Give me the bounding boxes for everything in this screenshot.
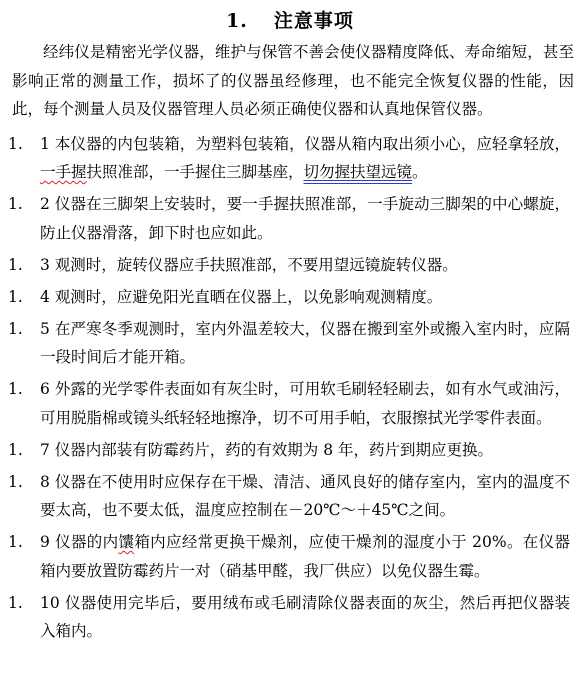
list-item-text: 4 观测时，应避免阳光直晒在仪器上，以免影响观测精度。 [40,287,443,306]
list-marker: 1. [8,287,23,306]
list-marker: 1. [8,255,23,274]
list-item-text: 6 外露的光学零件表面如有灰尘时，可用软毛刷轻轻刷去，如有水气或油污，可用脱脂棉或镜头纸轻轻地擦净，切不可用手帕，衣服擦拭光学零件表面。 [40,380,570,427]
list-marker: 1. [8,195,23,213]
grammar-marked-text: 切勿握扶望远镜 [303,163,413,181]
list-item-text: 3 观测时，旋转仪器应手扶照准部，不要用望远镜旋转仪器。 [40,255,458,274]
list-item [6,468,574,525]
list-item-text [40,528,574,585]
list-item [6,190,574,247]
list-marker: 1. [8,134,23,153]
section-number: 1. [226,10,248,32]
text-run: 箱内应经常更换干燥剂，应使干燥剂的湿度小于 20%。在仪器箱内要放置防霉药片一对（硝基甲醛，我厂供应）以免仪器生霉。 [40,533,570,580]
intro-paragraph: 经纬仪是精密光学仪器，维护与保管不善会使仪器精度降低、寿命缩短，甚至影响正常的测量工作，损坏了的仪器虽经修理，也不能完全恢复仪器的性能，因此，每个测量人员及仪器管理人员必须正确使仪器和认真地保管仪器。 [12,43,574,118]
text-run: 扶照准部，一手握住三脚基座， [86,163,304,181]
list-marker: 1. [8,593,23,612]
list-marker: 1. [8,440,23,459]
section-heading [6,8,574,34]
list-marker: 1. [8,380,23,398]
list-item [6,130,574,187]
list-item-text: 5 在严寒冬季观测时，室内外温差较大，仪器在搬到室外或搬入室内时，应隔一段时间后才能开箱。 [40,319,570,366]
list-marker: 1. [8,533,23,551]
list-item-text: 7 仪器内部装有防霉药片，药的有效期为 8 年，药片到期应更换。 [40,440,494,459]
list-item-text: 2 仪器在三脚架上安装时，要一手握扶照准部，一手旋动三脚架的中心螺旋，防止仪器滑落，卸下时也应如此。 [40,195,570,242]
spellcheck-marked-text: 馕 [118,533,135,551]
list-item [6,251,574,280]
precaution-list [6,130,574,646]
list-item [6,589,574,646]
list-item-text [40,130,574,187]
text-run: 1 本仪器的内包装箱，为塑料包装箱，仪器从箱内取出须小心，应轻拿轻放， [40,134,570,153]
list-item-text: 10 仪器使用完毕后，要用绒布或毛刷清除仪器表面的灰尘，然后再把仪器装入箱内。 [40,593,570,640]
list-item [6,283,574,312]
list-item [6,528,574,585]
list-item [6,315,574,372]
text-run: 9 仪器的内 [40,533,119,551]
list-item [6,436,574,465]
spellcheck-marked-text: 一手握 [40,163,87,181]
list-item-text: 8 仪器在不使用时应保存在干燥、清洁、通风良好的储存室内，室内的温度不要太高，也不要太低，温度应控制在－20℃～＋45℃之间。 [40,472,570,519]
list-marker: 1. [8,472,23,491]
list-item [6,375,574,432]
list-marker: 1. [8,319,23,338]
section-title: 注意事项 [273,10,354,32]
text-run: 。 [412,163,428,181]
